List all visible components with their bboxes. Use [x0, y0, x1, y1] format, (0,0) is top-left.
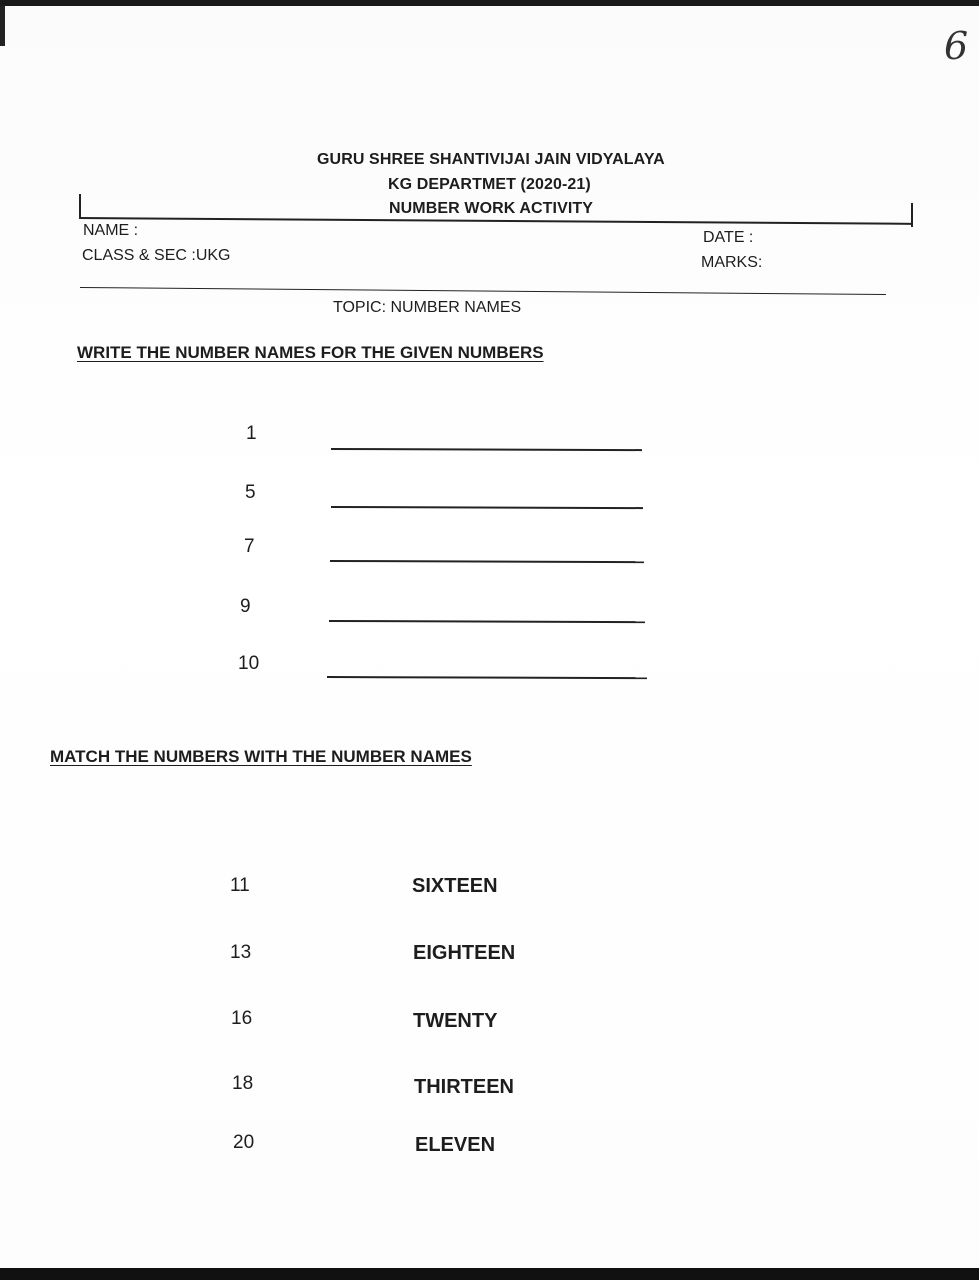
name-label: NAME : — [83, 222, 139, 239]
section2-heading: MATCH THE NUMBERS WITH THE NUMBER NAMES — [50, 747, 472, 766]
match-number-name[interactable]: ELEVEN — [415, 1134, 496, 1156]
department-title: KG DEPARTMET (2020-21) — [388, 176, 591, 193]
write-number: 10 — [238, 653, 260, 674]
match-number[interactable]: 11 — [230, 875, 250, 896]
write-number: 1 — [246, 423, 257, 444]
match-number[interactable]: 18 — [232, 1073, 254, 1094]
match-number[interactable]: 16 — [231, 1008, 253, 1029]
match-number[interactable]: 20 — [233, 1132, 255, 1153]
write-number: 7 — [244, 536, 255, 557]
date-label: DATE : — [703, 229, 754, 246]
match-number-name[interactable]: EIGHTEEN — [413, 942, 516, 964]
topic-label: TOPIC: NUMBER NAMES — [333, 299, 522, 316]
school-name: GURU SHREE SHANTIVIJAI JAIN VIDYALAYA — [317, 151, 665, 168]
match-number-name[interactable]: THIRTEEN — [414, 1076, 514, 1098]
section1-heading: WRITE THE NUMBER NAMES FOR THE GIVEN NUMBERS — [77, 343, 544, 362]
match-number-name[interactable]: SIXTEEN — [412, 875, 498, 897]
match-number[interactable]: 13 — [230, 942, 252, 963]
marks-label: MARKS: — [701, 254, 763, 271]
activity-title: NUMBER WORK ACTIVITY — [389, 200, 594, 217]
class-section-label: CLASS & SEC :UKG — [82, 247, 231, 264]
paper-corner-shadow — [0, 6, 5, 46]
match-number-name[interactable]: TWENTY — [413, 1010, 498, 1032]
header-right-tick — [911, 203, 913, 227]
photo-bottom-edge — [0, 1268, 979, 1280]
handwritten-page-number: 6 — [944, 24, 969, 68]
write-number: 5 — [245, 482, 256, 503]
write-number: 9 — [240, 596, 251, 617]
header-left-tick — [79, 194, 81, 218]
